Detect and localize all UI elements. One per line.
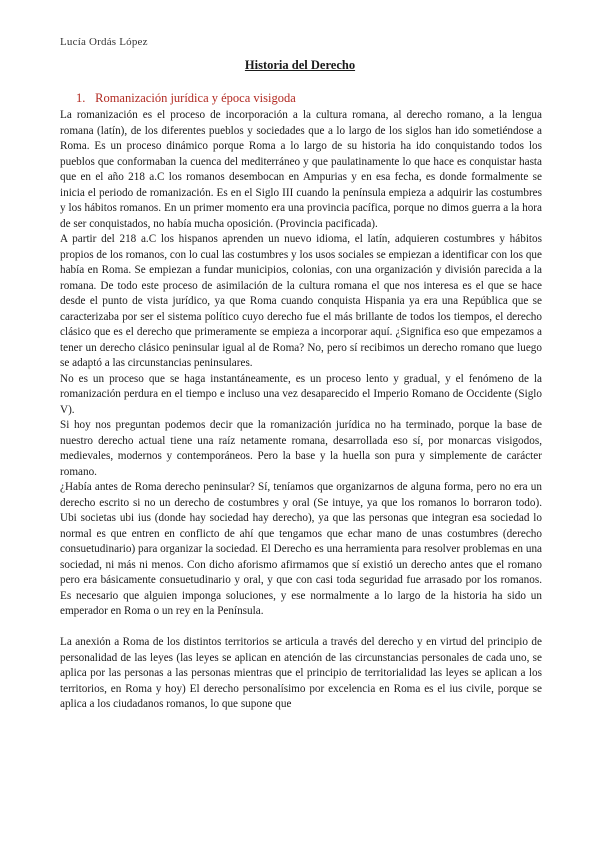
paragraph-6: La anexión a Roma de los distintos territorios se articula a través del derecho y en virtud del principio de personalidad de las leyes (las leyes se aplican en atención de las circunstancias personales de cada uno, se aplica por las personas a las personas mientras que el principio de territorialidad las leyes se aplican a los territorios, en Roma y hoy) El derecho personalísimo por excelencia en Roma es el ius civile, porque se aplica a los ciudadanos romanos, lo que supone que: [60, 636, 542, 710]
document-body: [60, 108, 542, 713]
page-title: Historia del Derecho: [244, 58, 356, 72]
paragraph-2: A partir del 218 a.C los hispanos aprenden un nuevo idioma, el latín, adquieren costumbres y hábitos propios de los romanos, con lo cual las costumbres y los usos sociales se empiezan a identificar con los que había en Roma. Se empiezan a fundar municipios, colonias, con una organización y división parecida a la romana. De todo este proceso de asimilación de la cultura romana el que nos interesa es el que se hace desde el punto de vista jurídico, ya que Roma cuando conquista Hispania ya era una República que se caracterizaba por ser el sistema político cuyo derecho fue el más brillante de todos los tiempos, el derecho clásico que es el derecho que primeramente se empieza a incorporar aquí. ¿Significa eso que empezamos a tener un derecho clásico peninsular igual al de Roma? No, pero sí recibimos un derecho romano que luego se adaptó a las circunstancias peninsulares.: [60, 233, 542, 369]
section-number: 1.: [76, 91, 86, 105]
author-name: Lucía Ordás López: [60, 36, 148, 48]
section-heading-text: Romanización jurídica y época visigoda: [95, 91, 296, 105]
paragraph-1: La romanización es el proceso de incorporación a la cultura romana, al derecho romano, a la lengua romana (latín), de los diferentes pueblos y sociedades que a lo largo de los siglos han ido sometiéndose a Roma. Es un proceso dinámico porque Roma a lo largo de su historia ha ido conquistando todos los pueblos que conformaban la cuenca del mediterráneo y que paulatinamente lo que hace es conquistar hasta que en el año 218 a.C los romanos desembocan en Ampurias y en esa fecha, es donde formalmente se inicia el periodo de romanización. Es en el Siglo III cuando la península empieza a adquirir las costumbres y los hábitos romanos. En un primer momento era una provincia pacífica, porque no dimos guerra a la hora de ser conquistados, no había mucha oposición. (Provincia pacificada).: [60, 109, 542, 230]
paragraph-5: ¿Había antes de Roma derecho peninsular? Sí, teníamos que organizarnos de alguna forma, pero no era un derecho escrito si no un derecho de costumbres y oral (Se intuye, ya que los romanos lo borraron todo). Ubi societas ubi ius (donde hay sociedad hay derecho), ya que las personas que integran esa sociedad lo normal es que entren en conflicto de ahí que tengamos que echar mano de unas costumbres (derecho consuetudinario) para organizar la sociedad. El Derecho es una herramienta para resolver problemas en una sociedad, ni más ni menos. Con dicho aforismo afirmamos que sí existió un derecho antes que el romano pero era básicamente consuetudinario y oral, y que con casi toda seguridad fue arrasado por los romanos. Es necesario que alguien imponga soluciones, y ese normalmente a lo largo de la historia ha sido un emperador en Roma o un rey en la Península.: [60, 481, 542, 617]
paragraph-4: Si hoy nos preguntan podemos decir que la romanización jurídica no ha terminado, porque la base de nuestro derecho actual tiene una raíz netamente romana, desarrollada eso sí, por monarcas visigodos, medievales, modernos y contemporáneos. Pero la base y la huella son pura y simplemente de carácter romano.: [60, 419, 542, 478]
paragraph-3: No es un proceso que se haga instantáneamente, es un proceso lento y gradual, y el fenómeno de la romanización perdura en el tiempo e incluso una vez desaparecido el Imperio Romano de Occidente (Siglo V).: [60, 372, 542, 416]
section-heading: [76, 91, 296, 106]
